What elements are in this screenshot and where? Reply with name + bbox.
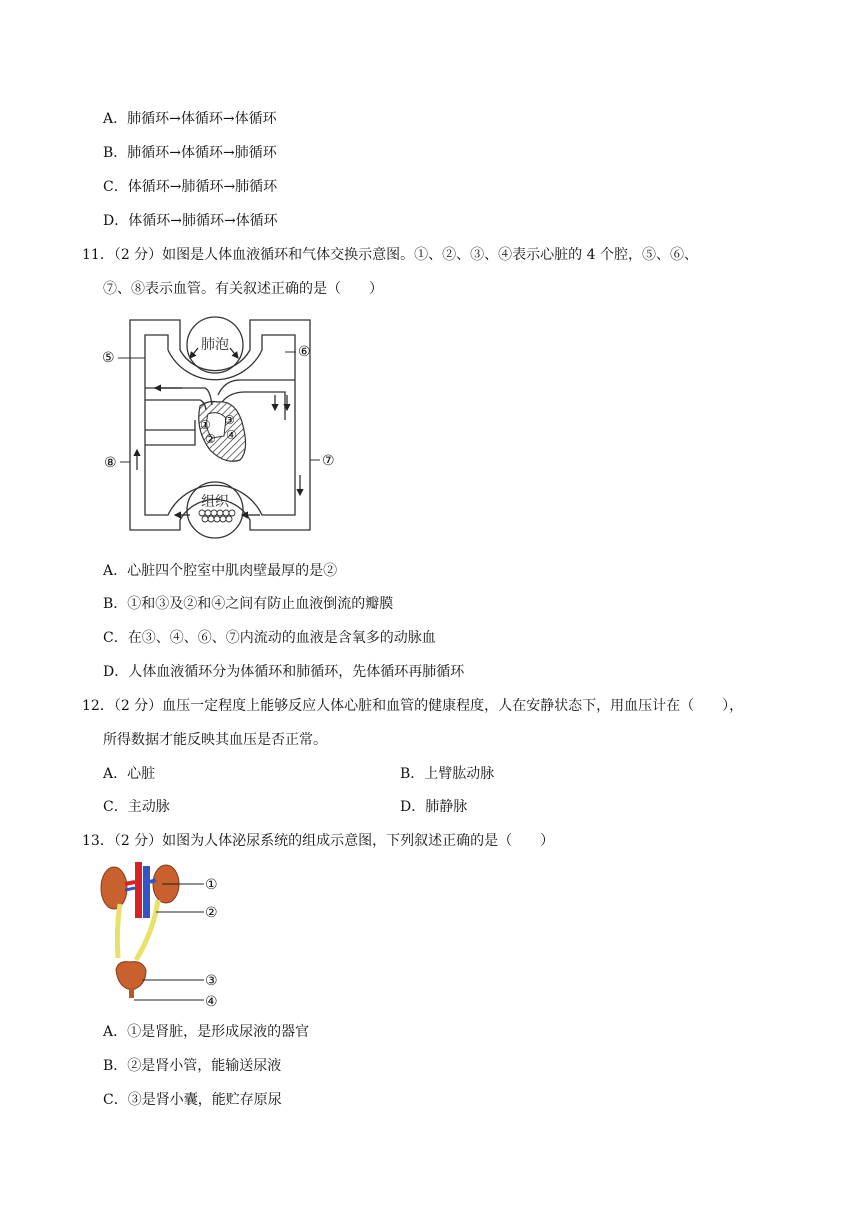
q13-option-a: A．①是肾脏，是形成尿液的器官	[103, 1024, 310, 1040]
q13-stem: 13．（2 分）如图为人体泌尿系统的组成示意图，下列叙述正确的是（ ）	[82, 833, 555, 849]
circulation-diagram	[100, 310, 345, 550]
chamber-3-label: ③	[224, 413, 235, 427]
q10-option-c: C．体循环→肺循环→肺循环	[103, 179, 278, 195]
q12-option-c: C．主动脉	[103, 799, 170, 815]
q13-option-c: C．③是肾小囊，能贮存原尿	[103, 1092, 282, 1108]
q12-stem-line1: 12．（2 分）血压一定程度上能够反应人体心脏和血管的健康程度，人在安静状态下，用血压计在（ ），	[82, 698, 744, 714]
urinary-label-3: ③	[205, 973, 218, 989]
q13-option-b: B．②是肾小管，能输送尿液	[103, 1058, 282, 1074]
q10-option-a: A．肺循环→体循环→体循环	[103, 111, 277, 127]
tissue-label: 组织	[201, 494, 229, 510]
q11-stem-line1: 11．（2 分）如图是人体血液循环和气体交换示意图。①、②、③、④表示心脏的 4 个腔，⑤、⑥、	[82, 247, 698, 263]
bladder	[116, 962, 146, 990]
q10-option-b: B．肺循环→体循环→肺循环	[103, 145, 277, 161]
q12-option-b: B．上臂肱动脉	[400, 766, 495, 782]
q11-option-d: D．人体血液循环分为体循环和肺循环，先体循环再肺循环	[103, 664, 465, 680]
q12-option-d: D．肺静脉	[400, 799, 468, 815]
vessel-6-label: ⑥	[298, 344, 311, 360]
urinary-system-diagram	[98, 860, 233, 1010]
q11-option-a: A．心脏四个腔室中肌肉壁最厚的是②	[103, 563, 338, 579]
chamber-2-label: ②	[205, 432, 216, 446]
urinary-label-1: ①	[205, 877, 218, 893]
chamber-1-label: ①	[200, 418, 211, 432]
vessel-7-label: ⑦	[322, 453, 335, 469]
vessel-8-label: ⑧	[104, 455, 117, 471]
q12-option-a: A．心脏	[103, 766, 156, 782]
q12-stem-line2: 所得数据才能反映其血压是否正常。	[103, 732, 327, 748]
urinary-label-2: ②	[205, 905, 218, 921]
q11-option-c: C．在③、④、⑥、⑦内流动的血液是含氧多的动脉血	[103, 630, 436, 646]
left-kidney	[101, 867, 127, 909]
chamber-4-label: ④	[226, 428, 237, 442]
urinary-label-4: ④	[205, 994, 218, 1010]
alveolus-label: 肺泡	[201, 337, 229, 353]
vessel-5-label: ⑤	[102, 350, 115, 366]
q11-stem-line2: ⑦、⑧表示血管。有关叙述正确的是（ ）	[103, 281, 383, 297]
q11-option-b: B．①和③及②和④之间有防止血液倒流的瓣膜	[103, 596, 394, 612]
q10-option-d: D．体循环→肺循环→体循环	[103, 213, 278, 229]
